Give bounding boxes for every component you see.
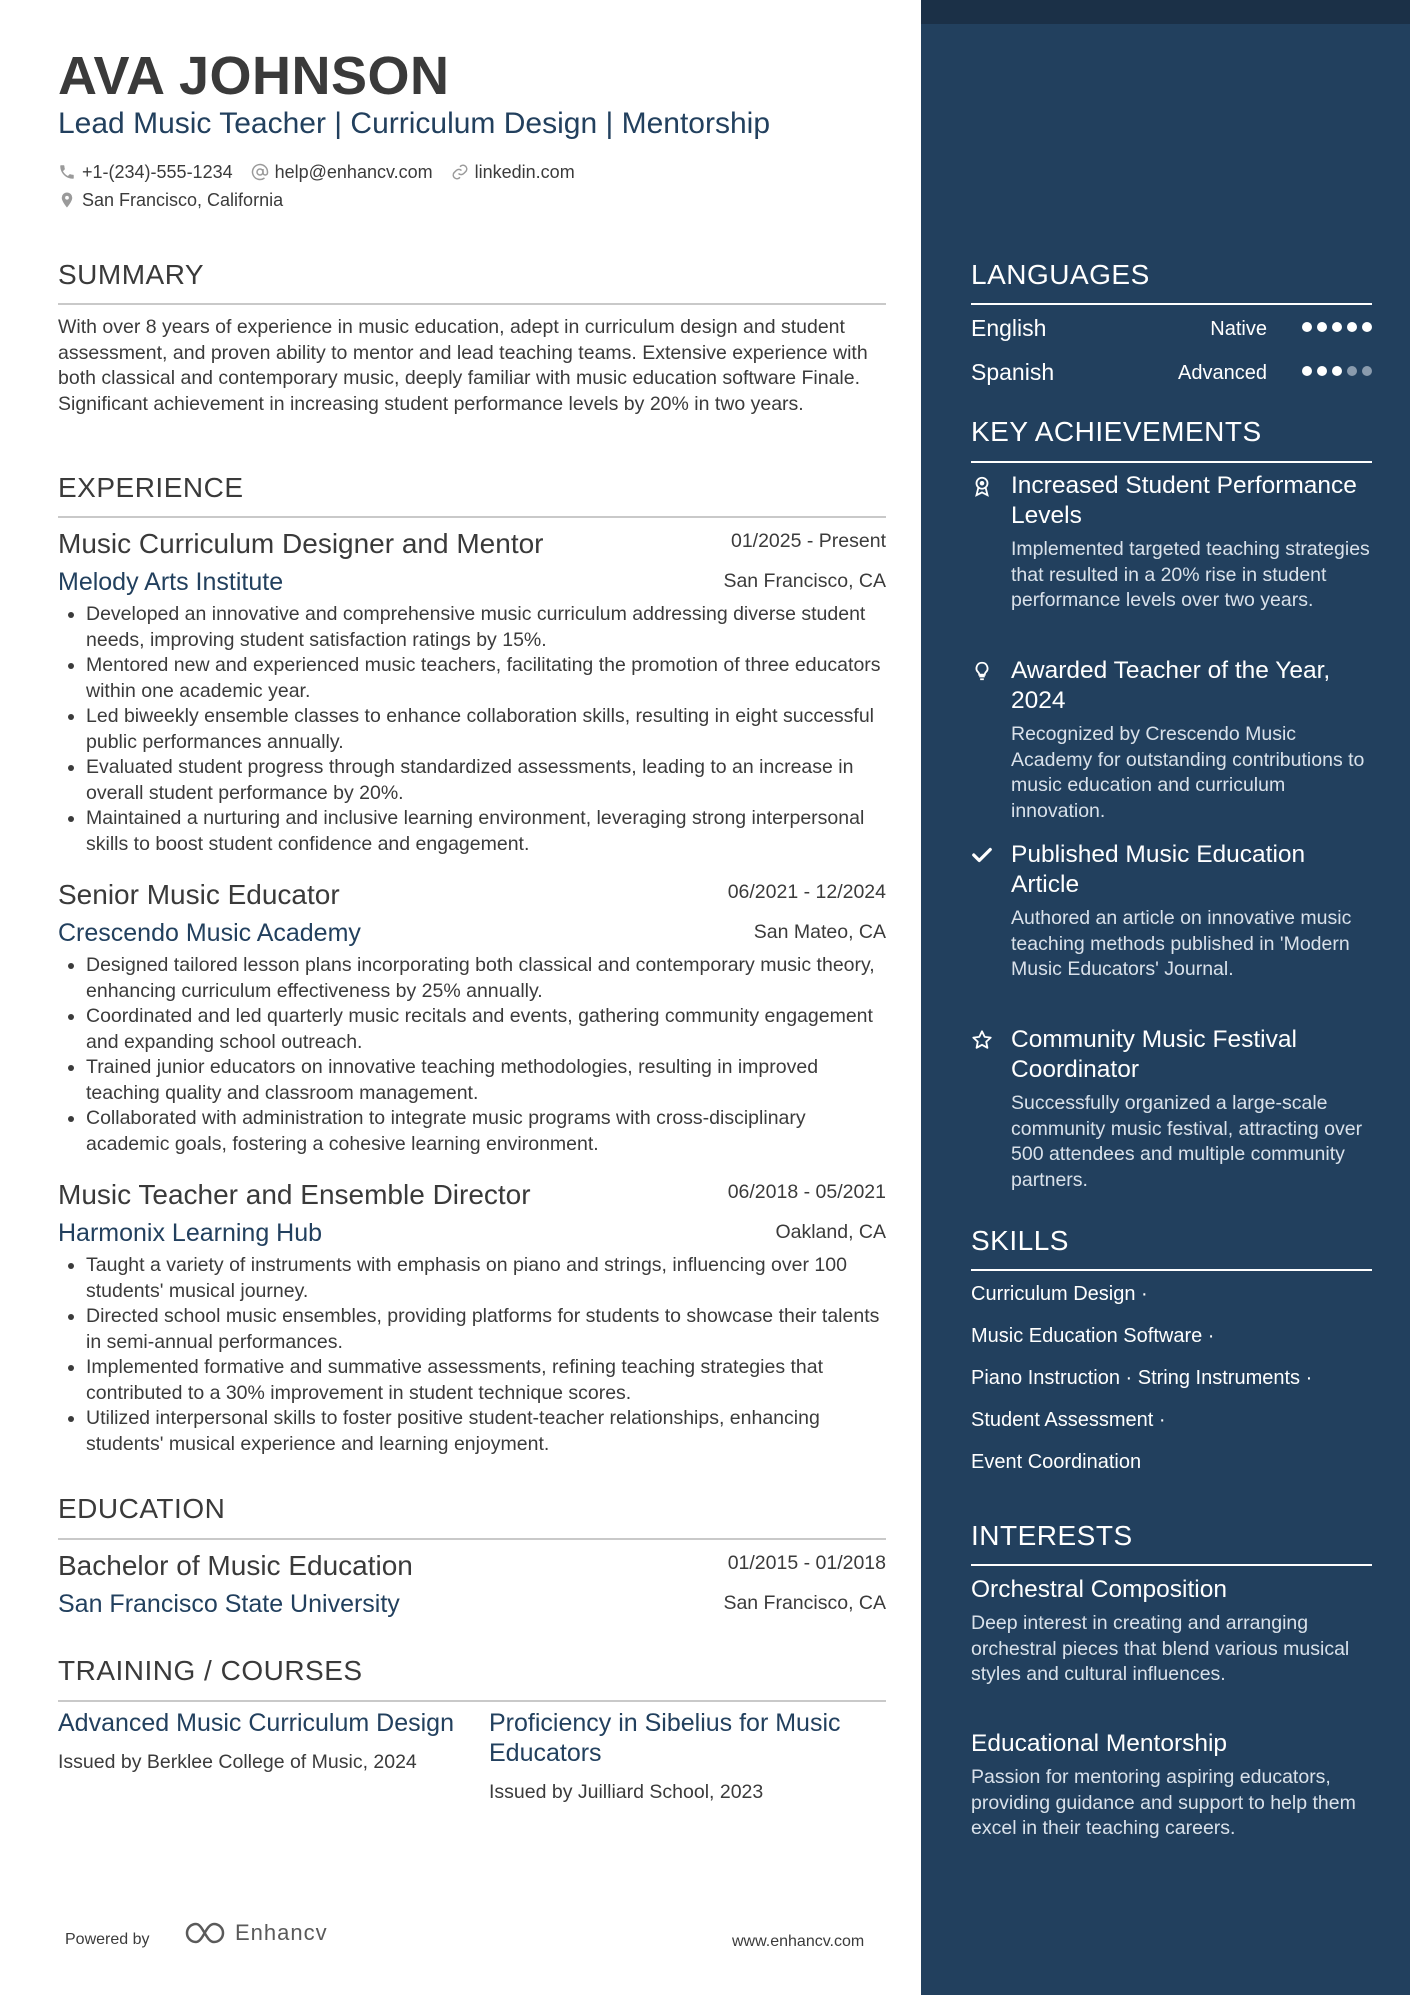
interests-divider bbox=[971, 1564, 1372, 1566]
skill-item: Music Education Software · bbox=[971, 1325, 1215, 1347]
language-item bbox=[971, 357, 1372, 387]
training-item bbox=[489, 1708, 899, 1806]
skill-item: Student Assessment · bbox=[971, 1409, 1166, 1431]
proficiency-dot bbox=[1362, 322, 1372, 332]
training-item bbox=[58, 1708, 468, 1776]
job-location: San Mateo, CA bbox=[753, 921, 886, 943]
job-dates: 01/2025 - Present bbox=[730, 530, 886, 552]
star-icon bbox=[971, 1029, 993, 1051]
achievement-desc: Implemented targeted teaching strategies that resulted in a 20% rise in student performance levels over two years. bbox=[1011, 538, 1370, 611]
interest-desc: Deep interest in creating and arranging orchestral pieces that blend various musical styles and cultural influences. bbox=[971, 1612, 1350, 1685]
sidebar-top-band bbox=[921, 0, 1410, 24]
experience-divider bbox=[58, 516, 886, 518]
language-name: Spanish bbox=[971, 359, 1055, 385]
job-bullets bbox=[58, 953, 886, 1157]
candidate-name: AVA JOHNSON bbox=[58, 46, 450, 106]
proficiency-dot bbox=[1347, 322, 1357, 332]
job-location: Oakland, CA bbox=[775, 1221, 886, 1243]
proficiency-dot bbox=[1332, 366, 1342, 376]
skill-item: Event Coordination bbox=[971, 1451, 1142, 1473]
education-dates: 01/2015 - 01/2018 bbox=[727, 1552, 886, 1574]
experience-heading: EXPERIENCE bbox=[58, 472, 244, 503]
job-dates: 06/2018 - 05/2021 bbox=[727, 1181, 886, 1203]
email-contact[interactable] bbox=[251, 162, 433, 183]
job-bullet: • Mentored new and experienced music teachers, facilitating the promotion of three educators within one academic year. bbox=[86, 653, 886, 704]
training-issuer: Issued by Berklee College of Music, 2024 bbox=[58, 1751, 417, 1773]
phone-icon bbox=[58, 163, 76, 181]
skill-item: Curriculum Design · bbox=[971, 1283, 1148, 1305]
interest-title: Educational Mentorship bbox=[971, 1730, 1228, 1757]
enhancv-logo-text: Enhancv bbox=[235, 1920, 328, 1945]
phone-contact[interactable] bbox=[58, 162, 233, 183]
website-contact[interactable] bbox=[451, 162, 575, 183]
job-dates: 06/2021 - 12/2024 bbox=[727, 881, 886, 903]
job-title: Music Curriculum Designer and Mentor bbox=[58, 528, 544, 559]
job-bullet: • Implemented formative and summative assessments, refining teaching strategies that contributed to a 30% improvement in student technique scores. bbox=[86, 1355, 886, 1406]
achievement-title: Increased Student Performance Levels bbox=[1011, 472, 1357, 529]
training-title: Advanced Music Curriculum Design bbox=[58, 1709, 454, 1737]
languages-heading: LANGUAGES bbox=[971, 259, 1150, 290]
footer-url[interactable]: www.enhancv.com bbox=[732, 1933, 865, 1950]
training-issuer: Issued by Juilliard School, 2023 bbox=[489, 1781, 764, 1803]
job-entry bbox=[58, 877, 886, 1157]
job-bullet: • Designed tailored lesson plans incorporating both classical and contemporary music theory, enhancing curriculum effectiveness by 25% annually. bbox=[86, 953, 886, 1004]
location-pin-icon bbox=[58, 191, 76, 209]
location-text: San Francisco, California bbox=[82, 189, 284, 210]
achievement-desc: Recognized by Crescendo Music Academy for outstanding contributions to music education and curriculum innovation. bbox=[1011, 723, 1365, 822]
phone-text: +1-(234)-555-1234 bbox=[82, 161, 233, 182]
achievement-item bbox=[971, 1025, 1372, 1193]
job-bullet: • Developed an innovative and comprehensive music curriculum addressing diverse student needs, improving student satisfaction ratings by 15%. bbox=[86, 602, 886, 653]
proficiency-dot bbox=[1302, 322, 1312, 332]
training-title: Proficiency in Sibelius for Music Educators bbox=[489, 1709, 841, 1767]
achievement-desc: Successfully organized a large-scale community music festival, attracting over 500 attendees and multiple community partners. bbox=[1011, 1092, 1363, 1191]
job-bullet: • Trained junior educators on innovative teaching methodologies, resulting in improved teaching quality and classroom management. bbox=[86, 1055, 886, 1106]
email-text: help@enhancv.com bbox=[274, 161, 433, 182]
job-entry bbox=[58, 526, 886, 857]
job-location: San Francisco, CA bbox=[723, 570, 886, 592]
interests-heading: INTERESTS bbox=[971, 1520, 1133, 1551]
contact-info bbox=[58, 158, 593, 214]
language-name: English bbox=[971, 315, 1047, 341]
proficiency-dots bbox=[1297, 366, 1372, 376]
achievement-item bbox=[971, 840, 1372, 983]
lightbulb-icon bbox=[971, 660, 993, 682]
interest-item bbox=[971, 1729, 1372, 1842]
training-heading: TRAINING / COURSES bbox=[58, 1655, 363, 1686]
education-entry bbox=[58, 1548, 886, 1624]
language-level: Advanced bbox=[1178, 362, 1267, 384]
job-bullet: • Maintained a nurturing and inclusive learning environment, leveraging strong interpersonal skills to boost student confidence and engagement. bbox=[86, 806, 886, 857]
link-icon bbox=[451, 163, 469, 181]
proficiency-dot bbox=[1317, 322, 1327, 332]
skills-divider bbox=[971, 1269, 1372, 1271]
interest-item bbox=[971, 1575, 1372, 1688]
education-heading: EDUCATION bbox=[58, 1493, 226, 1524]
languages-divider bbox=[971, 303, 1372, 305]
job-bullet: • Directed school music ensembles, providing platforms for students to showcase their talents in semi-annual performances. bbox=[86, 1304, 886, 1355]
job-bullet: • Utilized interpersonal skills to foster positive student-teacher relationships, enhancing students' musical experience and learning enjoyment. bbox=[86, 1406, 886, 1457]
checkmark-icon bbox=[971, 844, 993, 866]
school-name: San Francisco State University bbox=[58, 1590, 400, 1618]
achievement-item bbox=[971, 656, 1372, 824]
job-bullet: • Evaluated student progress through standardized assessments, leading to an increase in overall student performance by 20%. bbox=[86, 755, 886, 806]
summary-divider bbox=[58, 303, 886, 305]
proficiency-dot bbox=[1362, 366, 1372, 376]
job-bullet: • Taught a variety of instruments with emphasis on piano and strings, influencing over 100 students' musical journey. bbox=[86, 1253, 886, 1304]
proficiency-dot bbox=[1302, 366, 1312, 376]
job-bullets bbox=[58, 602, 886, 857]
education-location: San Francisco, CA bbox=[723, 1592, 886, 1614]
website-text: linkedin.com bbox=[474, 161, 575, 182]
achievements-divider bbox=[971, 461, 1372, 463]
powered-by-text: Powered by bbox=[65, 1931, 150, 1948]
summary-text: With over 8 years of experience in music education, adept in curriculum design and student assessment, and proven ability to mentor and lead teaching teams. Extensive experience with both classical and contemporary music, deeply familiar with music education software Finale. Significant achievement in increasing student performance levels by 20% in two years. bbox=[58, 316, 868, 415]
proficiency-dot bbox=[1347, 366, 1357, 376]
achievement-item bbox=[971, 471, 1372, 614]
job-bullet: • Led biweekly ensemble classes to enhance collaboration skills, resulting in eight successful public performances annually. bbox=[86, 704, 886, 755]
language-level: Native bbox=[1210, 318, 1267, 340]
job-company: Melody Arts Institute bbox=[58, 568, 284, 596]
job-bullet: • Coordinated and led quarterly music recitals and events, gathering community engagement and expanding school outreach. bbox=[86, 1004, 886, 1055]
sidebar bbox=[921, 0, 1410, 1995]
achievement-title: Awarded Teacher of the Year, 2024 bbox=[1011, 657, 1331, 714]
location-contact bbox=[58, 190, 283, 211]
headline: Lead Music Teacher | Curriculum Design | Mentorship bbox=[58, 107, 771, 140]
language-item bbox=[971, 313, 1372, 343]
job-title: Senior Music Educator bbox=[58, 879, 340, 910]
job-bullet: • Collaborated with administration to integrate music programs with cross-disciplinary academic goals, fostering a cohesive learning environment. bbox=[86, 1106, 886, 1157]
job-entry bbox=[58, 1177, 886, 1457]
job-company: Crescendo Music Academy bbox=[58, 919, 361, 947]
proficiency-dot bbox=[1317, 366, 1327, 376]
education-divider bbox=[58, 1538, 886, 1540]
achievement-desc: Authored an article on innovative music teaching methods published in 'Modern Music Educators' Journal. bbox=[1011, 907, 1352, 980]
interest-desc: Passion for mentoring aspiring educators, providing guidance and support to help them excel in their teaching careers. bbox=[971, 1766, 1356, 1839]
award-ribbon-icon bbox=[971, 475, 993, 497]
job-company: Harmonix Learning Hub bbox=[58, 1219, 323, 1247]
at-sign-icon bbox=[251, 163, 269, 181]
job-title: Music Teacher and Ensemble Director bbox=[58, 1179, 531, 1210]
enhancv-logo-icon bbox=[183, 1920, 231, 1946]
achievement-title: Community Music Festival Coordinator bbox=[1011, 1026, 1297, 1083]
degree-title: Bachelor of Music Education bbox=[58, 1550, 413, 1581]
skill-item: Piano Instruction · String Instruments · bbox=[971, 1367, 1313, 1389]
proficiency-dots bbox=[1297, 322, 1372, 332]
interest-title: Orchestral Composition bbox=[971, 1576, 1227, 1603]
proficiency-dot bbox=[1332, 322, 1342, 332]
summary-heading: SUMMARY bbox=[58, 259, 205, 290]
achievements-heading: KEY ACHIEVEMENTS bbox=[971, 416, 1262, 447]
skills-heading: SKILLS bbox=[971, 1225, 1069, 1256]
enhancv-logo[interactable] bbox=[183, 1920, 328, 1946]
training-divider bbox=[58, 1700, 886, 1702]
job-bullets bbox=[58, 1253, 886, 1457]
achievement-title: Published Music Education Article bbox=[1011, 841, 1306, 898]
